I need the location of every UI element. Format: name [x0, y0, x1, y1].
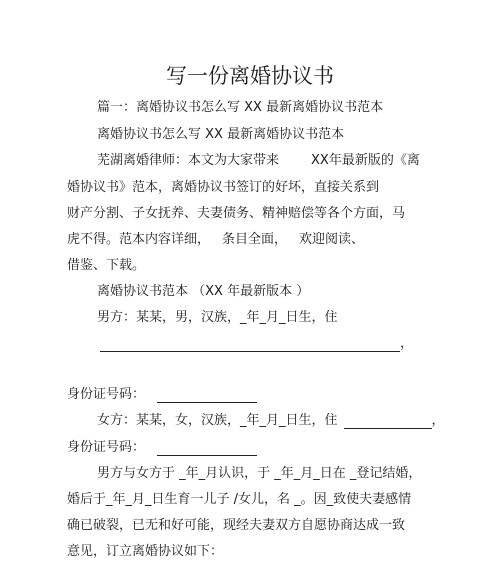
- document-title: 写一份离婚协议书: [166, 64, 334, 88]
- paragraph-line: [97, 153, 420, 169]
- address-blank: [344, 416, 432, 429]
- subheading: 离婚协议书怎么写 XX 最新离婚协议书范本: [97, 127, 345, 142]
- text-fragment: 芜湖离婚律师：本文为大家带来: [97, 153, 280, 168]
- id-blank: [157, 443, 257, 456]
- id-label: 身份证号码：: [67, 387, 146, 402]
- text-fragment: 条目全面，: [222, 232, 288, 247]
- address-blank: [100, 339, 400, 352]
- template-heading: 离婚协议书范本 （XX 年最新版本 ）: [97, 284, 310, 299]
- husband-info-line: 男方：某某，男，汉族，_年_月_日生，住: [97, 310, 338, 325]
- paragraph-line: 婚协议书》范本，离婚协议书签订的好坏，直接关系到: [67, 180, 380, 195]
- line-end-comma: ，: [431, 413, 445, 428]
- wife-info-line: [97, 413, 445, 429]
- paragraph-line: 意见，订立离婚协议如下：: [67, 544, 224, 559]
- text-fragment: XX年最新版的《离: [311, 153, 420, 168]
- paragraph-line: 借鉴、下载。: [67, 258, 146, 273]
- id-label: 身份证号码：: [67, 440, 146, 455]
- paragraph-line: [67, 232, 364, 248]
- address-field-line: [100, 336, 413, 352]
- husband-id-line: [67, 387, 257, 403]
- paragraph-line: 确已破裂，已无和好可能，现经夫妻双方自愿协商达成一致: [67, 518, 406, 533]
- text-fragment: 欢迎阅读、: [299, 232, 365, 247]
- text-fragment: 女方：某某，女，汉族，_年_月_日生，住: [97, 413, 338, 428]
- paragraph-line: 男方与女方于 _年_月认识，于 _年_月_日在 _登记结婚，: [97, 466, 422, 481]
- paragraph-line: 婚后于_年_月_日生育一儿子 /女儿，名 _。因_致使夫妻感情: [67, 492, 412, 507]
- text-fragment: 虎不得。范本内容详细，: [67, 232, 211, 247]
- paragraph-line: 财产分割、子女抚养、夫妻债务、精神赔偿等各个方面，马: [67, 206, 406, 221]
- id-blank: [157, 390, 257, 403]
- line-end-comma: ，: [400, 336, 414, 351]
- wife-id-line: [67, 440, 257, 456]
- section-heading: 篇一：离婚协议书怎么写 XX 最新离婚协议书范本: [97, 100, 384, 115]
